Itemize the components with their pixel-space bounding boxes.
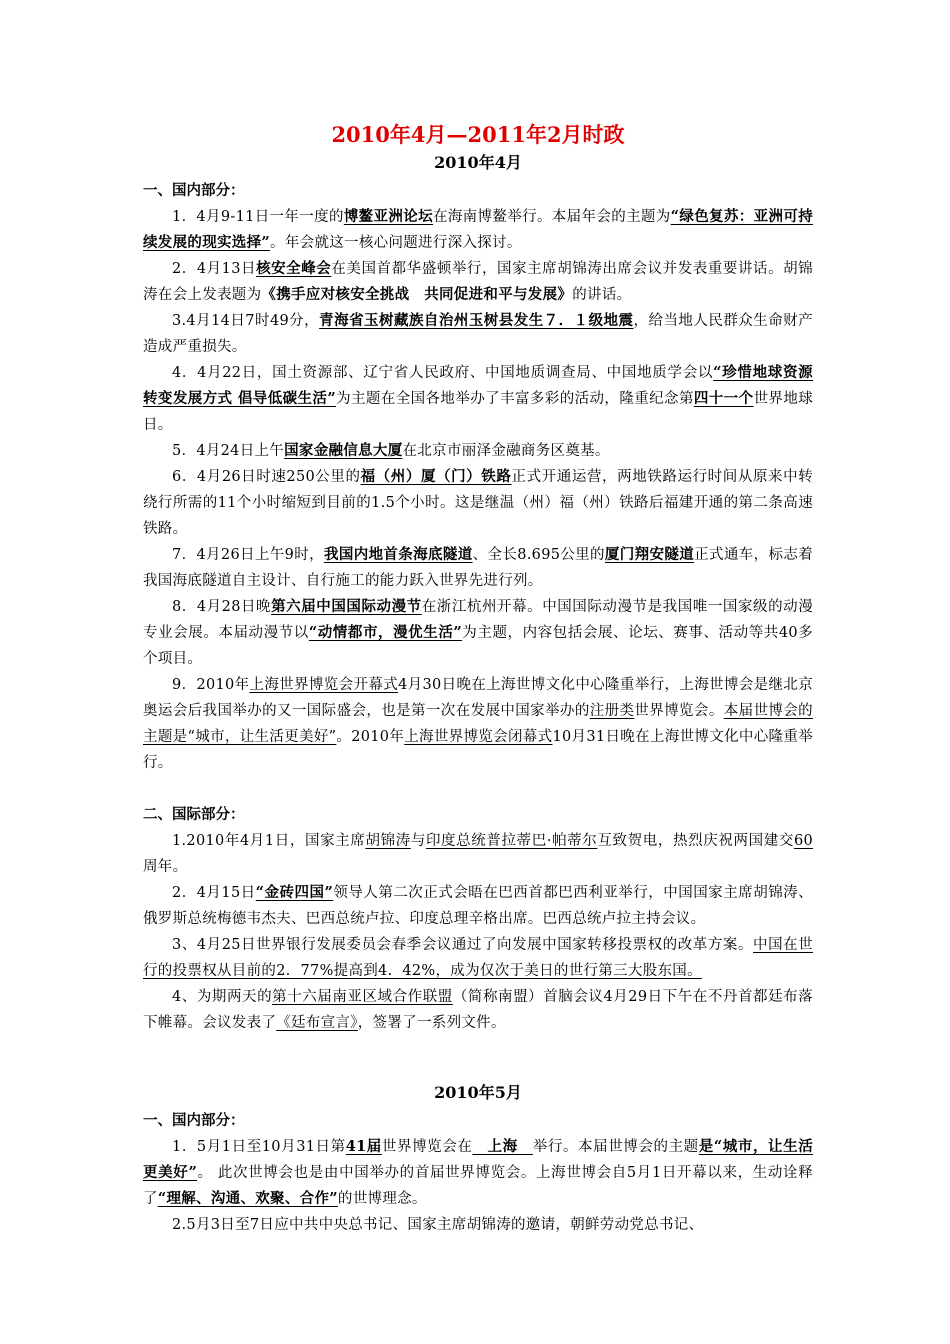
news-item: 2．4月15日“金砖四国”领导人第二次正式会晤在巴西首都巴西利亚举行，中国国家主席胡锦涛、俄罗斯总统梅德韦杰夫、巴西总统卢拉、印度总理辛格出席。巴西总统卢拉主持会议。 <box>143 884 813 927</box>
news-item: 6．4月26日时速250公里的福（州）厦（门）铁路正式开通运营，两地铁路运行时间从原来中转绕行所需的11个小时缩短到目前的1.5个小时。这是继温（州）福（州）铁路后福建开通的第二条高速铁路。 <box>143 468 814 537</box>
section-heading-domestic: 一、国内部分： <box>143 1112 245 1129</box>
news-item: 4、为期两天的第十六届南亚区域合作联盟（简称南盟）首脑会议4月29日下午在不丹首都廷布落下帷幕。会议发表了《廷布宣言》，签署了一系列文件。 <box>143 989 813 1031</box>
section-heading-domestic: 一、国内部分： <box>143 182 245 199</box>
news-item: 2．4月13日核安全峰会在美国首都华盛顿举行，国家主席胡锦涛出席会议并发表重要讲话。胡锦涛在会上发表题为《携手应对核安全挑战 共同促进和平与发展》的讲话。 <box>143 260 813 303</box>
section-heading-international: 二、国际部分： <box>143 806 245 823</box>
news-item: 9．2010年上海世界博览会开幕式4月30日晚在上海世博文化中心隆重举行，上海世博会是继北京奥运会后我国举办的又一国际盛会，也是第一次在发展中国家举办的注册类世界博览会。本届世博会的主题是“城市，让生活更美好”。2010年上海世界博览会闭幕式10月31日晚在上海世博文化中心隆重举行。 <box>143 677 814 771</box>
news-item: 7．4月26日上午9时，我国内地首条海底隧道、全长8.695公里的厦门翔安隧道正式通车，标志着我国海底隧道自主设计、自行施工的能力跃入世界先进行列。 <box>143 546 813 589</box>
news-item: 3.4月14日7时49分，青海省玉树藏族自治州玉树县发生７．１级地震，给当地人民群众生命财产造成严重损失。 <box>143 312 813 355</box>
document-title: 2010年4月—2011年2月时政 <box>331 122 625 147</box>
news-item: 2.5月3日至7日应中共中央总书记、国家主席胡锦涛的邀请，朝鲜劳动党总书记、 <box>172 1217 704 1233</box>
news-item: 3、4月25日世界银行发展委员会春季会议通过了向发展中国家转移投票权的改革方案。中国在世行的投票权从目前的2．77%提高到4．42%，成为仅次于美日的世行第三大股东国。 <box>143 937 813 979</box>
news-item: 1．5月1日至10月31日第41届世界博览会在 上海 举行。本届世博会的主题是“城市，让生活更美好”。 此次世博会也是由中国举办的首届世界博览会。上海世博会自5月1日开幕以来，生动诠释了“理解、沟通、欢聚、合作”的世博理念。 <box>143 1138 814 1207</box>
news-item: 5．4月24日上午国家金融信息大厦在北京市丽泽金融商务区奠基。 <box>172 442 610 459</box>
month-heading-may: 2010年5月 <box>434 1083 522 1102</box>
month-heading-april: 2010年4月 <box>434 153 522 172</box>
news-item: 1．4月9-11日一年一度的博鳌亚洲论坛在海南博鳌举行。本届年会的主题为“绿色复苏：亚洲可持续发展的现实选择”。年会就这一核心问题进行深入探讨。 <box>143 208 813 251</box>
news-item: 1.2010年4月1日，国家主席胡锦涛与印度总统普拉蒂巴·帕蒂尔互致贺电，热烈庆祝两国建交60周年。 <box>143 833 813 875</box>
news-item: 8．4月28日晚第六届中国国际动漫节在浙江杭州开幕。中国国际动漫节是我国唯一国家级的动漫专业会展。本届动漫节以“动情都市，漫优生活”为主题，内容包括会展、论坛、赛事、活动等共40多个项目。 <box>143 598 813 667</box>
news-item: 4．4月22日，国土资源部、辽宁省人民政府、中国地质调查局、中国地质学会以“珍惜地球资源 转变发展方式 倡导低碳生活”为主题在全国各地举办了丰富多彩的活动，隆重纪念第四十一个世界地球日。 <box>143 364 814 433</box>
